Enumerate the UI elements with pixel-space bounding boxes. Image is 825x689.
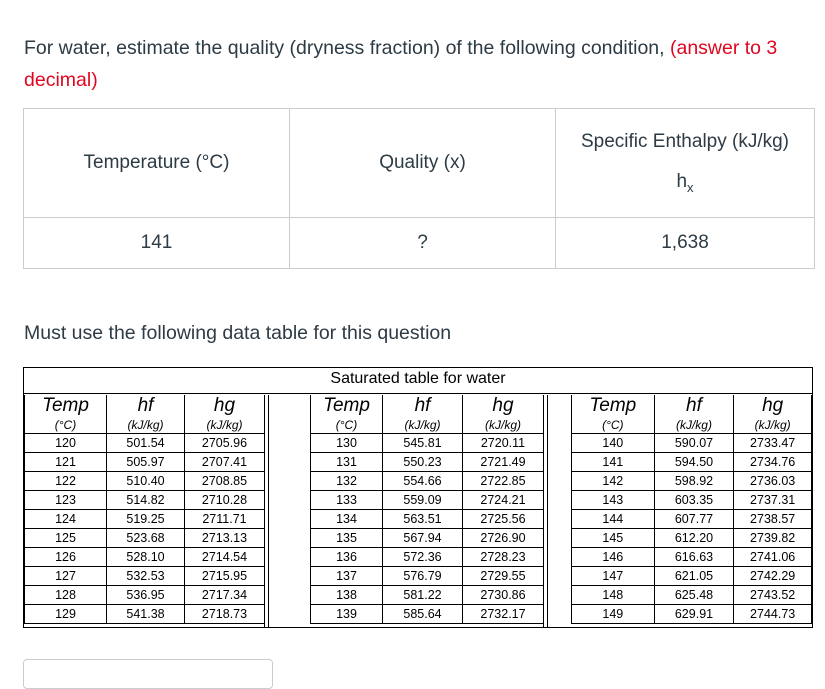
header-enthalpy	[556, 109, 815, 218]
table-row	[311, 567, 544, 586]
table-cell: 572.36	[383, 548, 463, 567]
table-row	[572, 529, 812, 548]
table-cell: 2728.23	[463, 548, 544, 567]
saturated-table-title: Saturated table for water	[330, 370, 506, 387]
table-cell: 2713.13	[185, 529, 265, 548]
table-cell: 581.22	[383, 586, 463, 605]
column-header: Temp	[572, 395, 655, 417]
table-row	[25, 472, 265, 491]
table-cell: 2734.76	[734, 453, 812, 472]
table-cell: 510.40	[107, 472, 185, 491]
table-cell: 2738.57	[734, 510, 812, 529]
table-cell: 2722.85	[463, 472, 544, 491]
table-cell: 2743.52	[734, 586, 812, 605]
question-main: For water, estimate the quality (dryness fraction) of the following condition,	[24, 37, 670, 59]
column-unit: (°C)	[311, 417, 383, 434]
column-header: hf	[654, 395, 734, 417]
table-cell: 2714.54	[185, 548, 265, 567]
table-row	[311, 472, 544, 491]
column-header: hg	[734, 395, 812, 417]
table-row	[25, 491, 265, 510]
question-text	[24, 32, 819, 96]
table-row	[311, 586, 544, 605]
table-cell: 136	[311, 548, 383, 567]
table-cell: 2739.82	[734, 529, 812, 548]
table-separator	[264, 395, 269, 627]
table-cell: 2717.34	[185, 586, 265, 605]
column-header: hf	[107, 395, 185, 417]
table-cell: 124	[25, 510, 107, 529]
table-cell: 143	[572, 491, 655, 510]
table-cell: 2710.28	[185, 491, 265, 510]
table-cell: 603.35	[654, 491, 734, 510]
table-cell: 567.94	[383, 529, 463, 548]
table-cell: 2742.29	[734, 567, 812, 586]
table-row	[25, 567, 265, 586]
table-cell: 120	[25, 434, 107, 453]
column-unit: (kJ/kg)	[463, 417, 544, 434]
column-header: hg	[185, 395, 265, 417]
table-cell: 137	[311, 567, 383, 586]
table-row	[311, 510, 544, 529]
saturated-table	[23, 367, 813, 628]
table-cell: 129	[25, 605, 107, 624]
table-cell: 2711.71	[185, 510, 265, 529]
table-separator	[543, 395, 548, 627]
table-cell: 2733.47	[734, 434, 812, 453]
column-unit: (°C)	[572, 417, 655, 434]
table-cell: 532.53	[107, 567, 185, 586]
question-note: (answer to 3 decimal)	[24, 37, 778, 91]
table-cell: 612.20	[654, 529, 734, 548]
table-cell: 130	[311, 434, 383, 453]
table-cell: 134	[311, 510, 383, 529]
column-header: Temp	[25, 395, 107, 417]
table-cell: 2708.85	[185, 472, 265, 491]
column-header: hg	[463, 395, 544, 417]
table-cell: 594.50	[654, 453, 734, 472]
table-cell: 141	[572, 453, 655, 472]
header-temperature: Temperature (°C)	[24, 109, 290, 218]
instruction-text: Must use the following data table for this question	[24, 322, 452, 344]
table-cell: 122	[25, 472, 107, 491]
table-cell: 563.51	[383, 510, 463, 529]
table-cell: 554.66	[383, 472, 463, 491]
table-row	[25, 510, 265, 529]
table-block-1	[24, 395, 265, 624]
column-unit: (kJ/kg)	[654, 417, 734, 434]
table-cell: 2724.21	[463, 491, 544, 510]
value-enthalpy: 1,638	[556, 218, 815, 269]
column-unit: (kJ/kg)	[107, 417, 185, 434]
table-cell: 625.48	[654, 586, 734, 605]
table-cell: 2726.90	[463, 529, 544, 548]
table-cell: 2737.31	[734, 491, 812, 510]
table-cell: 121	[25, 453, 107, 472]
table-row	[572, 605, 812, 624]
table-cell: 142	[572, 472, 655, 491]
column-unit: (kJ/kg)	[383, 417, 463, 434]
table-row	[311, 529, 544, 548]
table-row	[572, 453, 812, 472]
table-cell: 545.81	[383, 434, 463, 453]
table-cell: 133	[311, 491, 383, 510]
enthalpy-symbol: $h_x$	[676, 171, 694, 195]
table-cell: 2729.55	[463, 567, 544, 586]
table-cell: 135	[311, 529, 383, 548]
table-cell: 621.05	[654, 567, 734, 586]
table-row	[25, 605, 265, 624]
value-temperature: 141	[24, 218, 290, 269]
table-row	[25, 453, 265, 472]
table-row	[311, 605, 544, 624]
table-row	[311, 434, 544, 453]
header-enthalpy-label: Specific Enthalpy (kJ/kg)	[580, 131, 790, 153]
table-cell: 147	[572, 567, 655, 586]
column-unit: (°C)	[25, 417, 107, 434]
answer-input[interactable]	[23, 659, 273, 689]
table-cell: 2720.11	[463, 434, 544, 453]
column-unit: (kJ/kg)	[734, 417, 812, 434]
table-cell: 128	[25, 586, 107, 605]
table-cell: 514.82	[107, 491, 185, 510]
table-cell: 629.91	[654, 605, 734, 624]
table-cell: 145	[572, 529, 655, 548]
table-cell: 140	[572, 434, 655, 453]
table-cell: 590.07	[654, 434, 734, 453]
table-cell: 138	[311, 586, 383, 605]
table-cell: 505.97	[107, 453, 185, 472]
column-header: Temp	[311, 395, 383, 417]
table-block-3	[571, 395, 812, 624]
column-unit: (kJ/kg)	[185, 417, 265, 434]
table-cell: 2705.96	[185, 434, 265, 453]
table-cell: 576.79	[383, 567, 463, 586]
table-cell: 2707.41	[185, 453, 265, 472]
table-cell: 607.77	[654, 510, 734, 529]
table-row	[572, 510, 812, 529]
table-cell: 132	[311, 472, 383, 491]
table-cell: 541.38	[107, 605, 185, 624]
question-table	[23, 108, 815, 269]
column-header: hf	[383, 395, 463, 417]
table-row	[572, 434, 812, 453]
table-row	[25, 586, 265, 605]
table-cell: 523.68	[107, 529, 185, 548]
table-cell: 528.10	[107, 548, 185, 567]
table-cell: 2725.56	[463, 510, 544, 529]
table-cell: 2715.95	[185, 567, 265, 586]
table-cell: 2732.17	[463, 605, 544, 624]
value-quality: ?	[290, 218, 556, 269]
table-cell: 126	[25, 548, 107, 567]
table-row	[311, 491, 544, 510]
table-cell: 585.64	[383, 605, 463, 624]
table-cell: 2744.73	[734, 605, 812, 624]
table-cell: 149	[572, 605, 655, 624]
table-row	[25, 548, 265, 567]
table-row	[25, 434, 265, 453]
table-cell: 616.63	[654, 548, 734, 567]
table-cell: 559.09	[383, 491, 463, 510]
table-row	[572, 567, 812, 586]
table-cell: 127	[25, 567, 107, 586]
table-cell: 2730.86	[463, 586, 544, 605]
table-cell: 125	[25, 529, 107, 548]
table-cell: 144	[572, 510, 655, 529]
table-cell: 519.25	[107, 510, 185, 529]
table-cell: 550.23	[383, 453, 463, 472]
table-cell: 2741.06	[734, 548, 812, 567]
table-cell: 2721.49	[463, 453, 544, 472]
table-row	[572, 491, 812, 510]
table-cell: 501.54	[107, 434, 185, 453]
table-cell: 598.92	[654, 472, 734, 491]
table-row	[311, 548, 544, 567]
table-block-2	[310, 395, 544, 624]
table-cell: 2736.03	[734, 472, 812, 491]
table-cell: 536.95	[107, 586, 185, 605]
table-row	[572, 548, 812, 567]
table-cell: 2718.73	[185, 605, 265, 624]
table-row	[572, 472, 812, 491]
table-cell: 146	[572, 548, 655, 567]
table-cell: 139	[311, 605, 383, 624]
table-cell: 131	[311, 453, 383, 472]
table-cell: 123	[25, 491, 107, 510]
table-cell: 148	[572, 586, 655, 605]
table-row	[25, 529, 265, 548]
header-quality: Quality (x)	[290, 109, 556, 218]
table-row	[311, 453, 544, 472]
table-row	[572, 586, 812, 605]
